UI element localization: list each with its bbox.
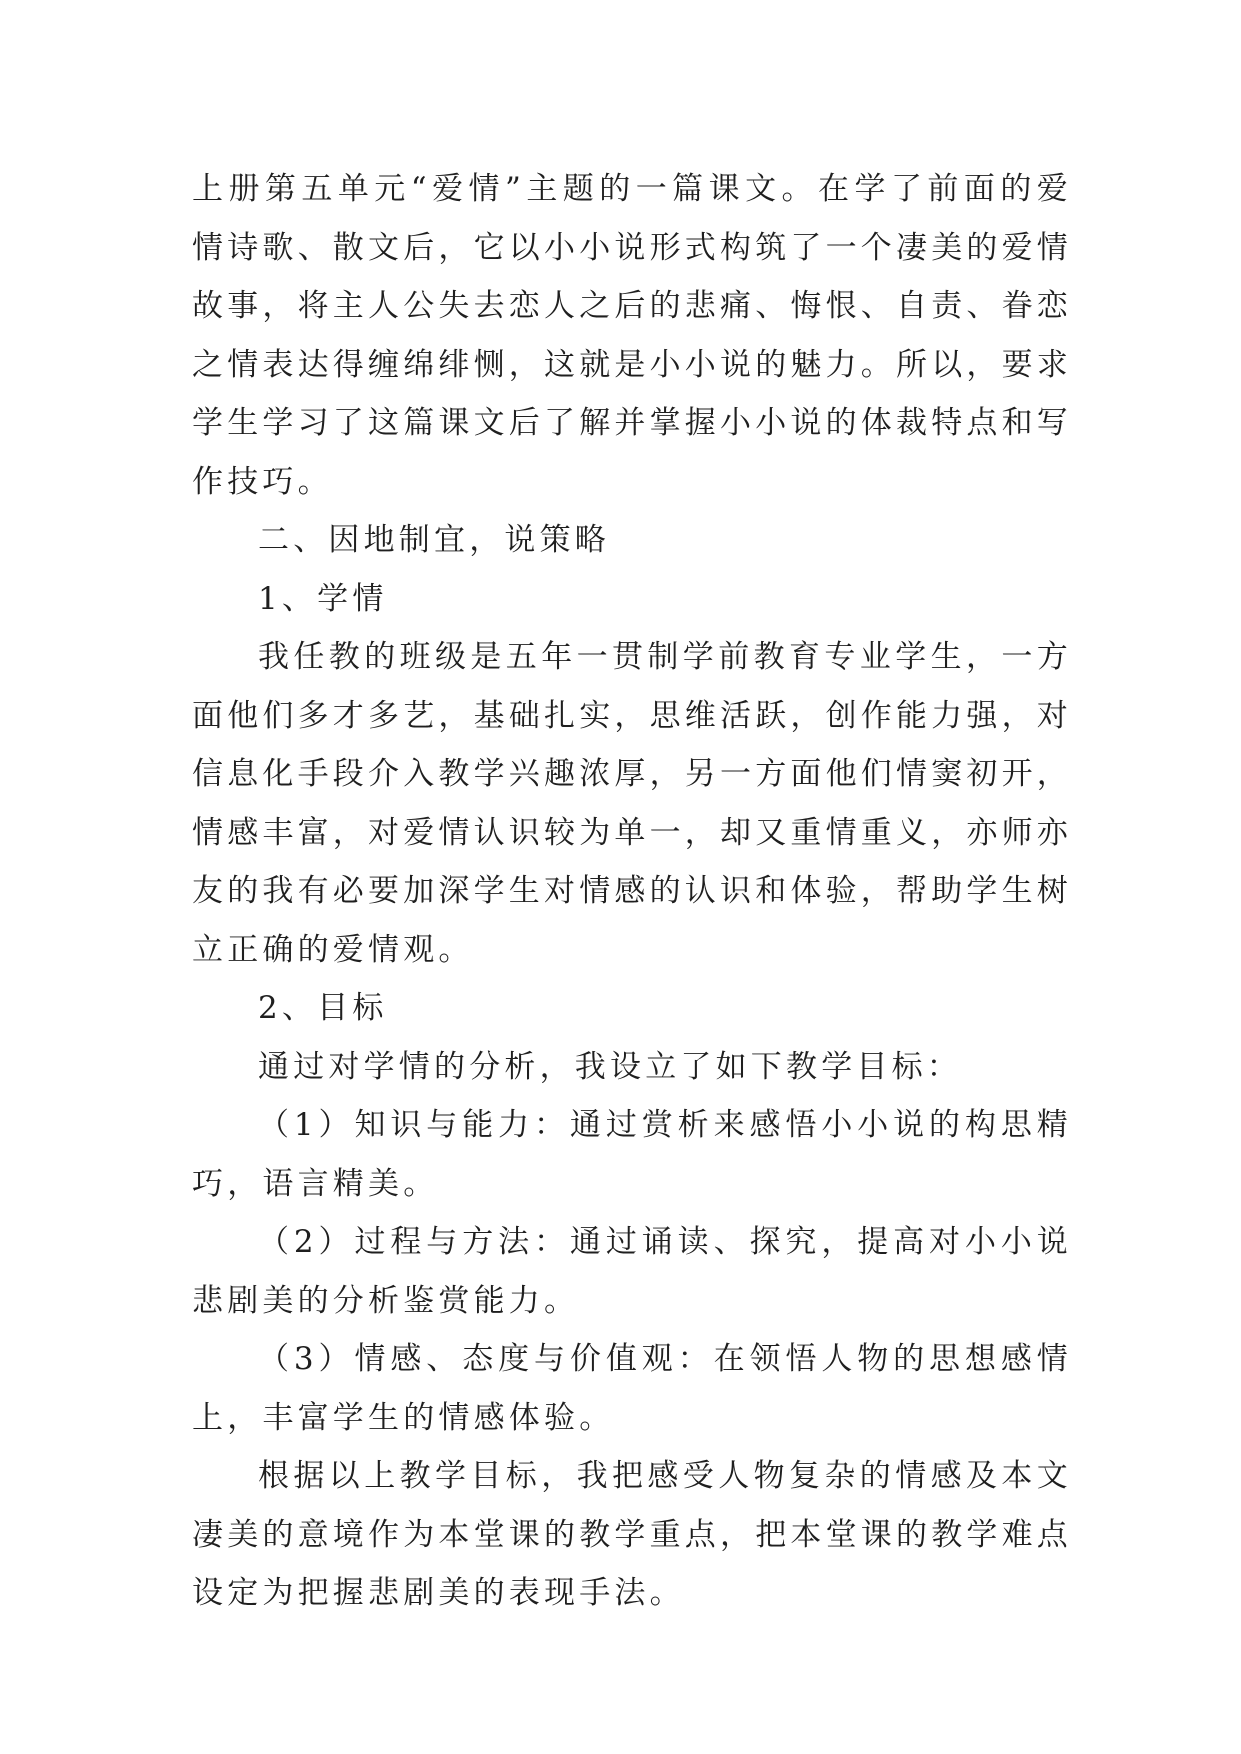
goal-item-emotion: （3）情感、态度与价值观：在领悟人物的思想感情上，丰富学生的情感体验。 <box>192 1341 1072 1436</box>
paragraph-learning-situation: 我任教的班级是五年一贯制学前教育专业学生，一方面他们多才多艺，基础扎实，思维活跃，创作能力强，对信息化手段介入教学兴趣浓厚，另一方面他们情窦初开，情感丰富，对爱情认识较为单一，却又重情重义，亦师亦友的我有必要加深学生对情感的认识和体验，帮助学生树立正确的爱情观。 <box>192 639 1072 968</box>
paragraph-goals-intro: 通过对学情的分析，我设立了如下教学目标： <box>258 1048 962 1085</box>
goal-item-process: （2）过程与方法：通过诵读、探究，提高对小小说悲剧美的分析鉴赏能力。 <box>192 1224 1072 1319</box>
section-heading-strategy: 二、因地制宜，说策略 <box>258 522 610 558</box>
paragraph-key-points: 根据以上教学目标，我把感受人物复杂的情感及本文凄美的意境作为本堂课的教学重点，把本堂课的教学难点设定为把握悲剧美的表现手法。 <box>192 1458 1072 1611</box>
paragraph-intro: 上册第五单元“爱情”主题的一篇课文。在学了前面的爱情诗歌、散文后，它以小小说形式构筑了一个凄美的爱情故事，将主人公失去恋人之后的悲痛、悔恨、自责、眷恋之情表达得缠绵绯恻，这就是小小说的魅力。所以，要求学生学习了这篇课文后了解并掌握小小说的体裁特点和写作技巧。 <box>192 171 1072 500</box>
subheading-learning-situation: 1、学情 <box>258 580 388 617</box>
document-body <box>192 160 1072 1623</box>
subheading-goals: 2、目标 <box>258 990 388 1026</box>
goal-item-knowledge: （1）知识与能力：通过赏析来感悟小小说的构思精巧，语言精美。 <box>192 1107 1072 1202</box>
